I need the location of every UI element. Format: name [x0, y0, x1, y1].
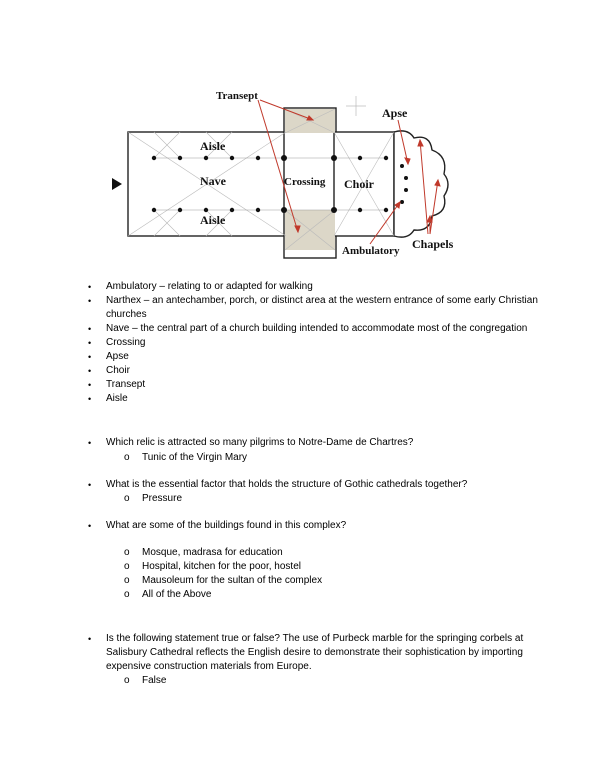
cathedral-floor-plan [108, 84, 468, 264]
label-chapels: Chapels [412, 237, 454, 251]
label-choir: Choir [344, 177, 374, 191]
label-aisle-top: Aisle [200, 139, 226, 153]
label-ambulatory: Ambulatory [342, 245, 400, 257]
label-transept: Transept [216, 90, 258, 102]
entrance-arrow-icon [112, 178, 122, 190]
label-apse: Apse [382, 106, 408, 120]
label-aisle-bottom: Aisle [200, 213, 226, 227]
document-page: Transept Apse Aisle Nave Crossing Choir Aisle Ambulatory Chapels • Ambulatory – relating to or adapted for walking • Narthex – an antechamber, porch, or distinct area at the western entrance of some early Christian churches • Nave – the central part of a church building intended to accommodate most of the congregation • Crossing • Apse • Choir • Transept • Aisle • Which relic is attracted so many pilgrims to Notre-Dame de Chartres? o Tunic of the Virgin Mary • What is the essential factor that holds the structure of Gothic cathedrals together? o Pressure • What are some of the buildings found in this complex? o Mosque, madrasa for education o Hospital, kitchen for the poor, hostel o Mausoleum for the sultan of the complex o All of the Above • Is the following statement true or false? The use of Purbeck marble for the springing corbels at Salisbury Cathedral reflects the English desire to demonstrate their sophistication by importing expensive construction materials from Europe. o False [0, 0, 602, 780]
label-crossing: Crossing [284, 176, 326, 188]
label-nave: Nave [200, 174, 226, 188]
compass-icon [346, 96, 366, 116]
